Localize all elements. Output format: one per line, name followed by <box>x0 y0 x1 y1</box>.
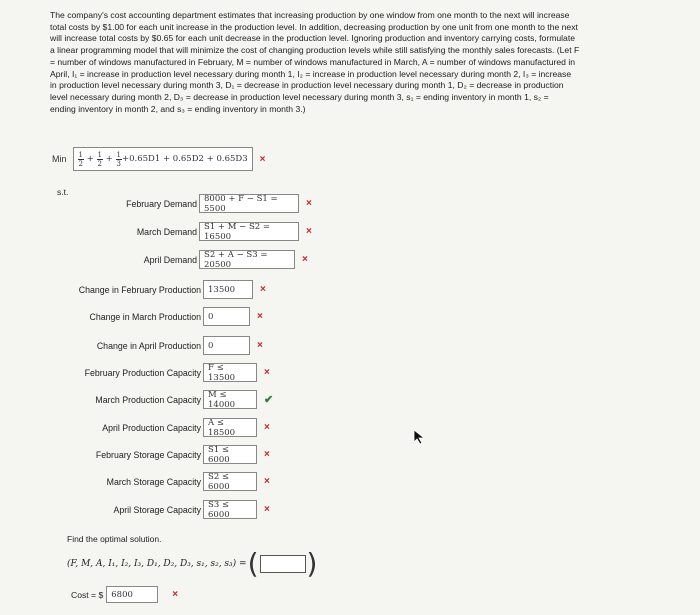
constraint-label: April Production Capacity <box>102 422 201 433</box>
constraint-input[interactable]: 13500 <box>203 280 253 299</box>
constraint-label: Change in April Production <box>96 340 201 351</box>
problem-line: level necessary during month 2, D₃ = decrease in production level necessary during month 3, s₁ = ending inventory in month 1, s₂ = <box>50 91 549 102</box>
constraint-label: March Demand <box>136 226 197 237</box>
constraint-input[interactable]: 0 <box>203 307 250 326</box>
incorrect-icon: × <box>264 449 270 460</box>
solution-input[interactable] <box>260 555 306 573</box>
find-label: Find the optimal solution. <box>67 534 162 544</box>
open-paren: ( <box>247 547 259 580</box>
objective-input[interactable]: $\frac{1}{2}$ + $\frac{1}{2}$ + $\frac{1}{3}$ +0.65D1 + 0.65D2 + 0.65D3 <box>73 147 253 171</box>
constraint-label: Change in March Production <box>89 311 201 322</box>
constraint-row <box>0 445 270 464</box>
constraint-row <box>0 500 270 519</box>
subject-to-label: s.t. <box>57 187 69 197</box>
constraint-input[interactable]: S2 + A − S3 = 20500 <box>199 250 295 269</box>
objective-row <box>52 147 265 171</box>
constraint-row <box>0 250 308 269</box>
solution-row <box>67 547 318 580</box>
constraint-row <box>0 418 270 437</box>
fraction: $\frac{1}{2}$ <box>78 150 83 168</box>
constraint-label: February Production Capacity <box>84 367 201 378</box>
constraint-input[interactable]: S2 ≤ 6000 <box>203 472 257 491</box>
constraint-label: March Production Capacity <box>95 394 201 405</box>
close-paren: ) <box>306 547 318 580</box>
incorrect-icon: × <box>264 422 270 433</box>
constraint-input[interactable]: M ≤ 14000 <box>203 390 257 409</box>
incorrect-icon: × <box>172 589 179 600</box>
constraint-label: March Storage Capacity <box>106 476 201 487</box>
constraint-input[interactable]: A ≤ 18500 <box>203 418 257 437</box>
constraint-row <box>0 390 273 409</box>
constraint-label: April Storage Capacity <box>113 504 201 515</box>
tuple-label: (F, M, A, I₁, I₂, I₃, D₁, D₂, D₃, s₁, s₂, s₃) = <box>67 559 247 569</box>
fraction: $\frac{1}{2}$ <box>97 150 102 168</box>
constraint-row <box>0 472 270 491</box>
problem-text <box>50 10 692 115</box>
incorrect-icon: × <box>259 153 266 165</box>
constraint-label: February Storage Capacity <box>95 449 201 460</box>
min-label: Min <box>52 154 67 164</box>
problem-line: will increase total costs by $0.65 for each unit decrease in the production level. Ignoring production and inventory carrying costs, formulate <box>50 33 575 44</box>
constraint-row <box>0 222 312 241</box>
problem-line: = number of windows manufactured in February, M = number of windows manufactured in March, A = number of windows manufactured in <box>50 56 576 67</box>
constraint-input[interactable]: 8000 + F − S1 = 5500 <box>199 194 299 213</box>
constraint-input[interactable]: S1 + M − S2 = 16500 <box>199 222 299 241</box>
incorrect-icon: × <box>306 198 312 209</box>
constraint-label: April Demand <box>143 254 197 265</box>
constraint-label: Change in February Production <box>78 284 201 295</box>
incorrect-icon: × <box>306 226 312 237</box>
incorrect-icon: × <box>264 476 270 487</box>
incorrect-icon: × <box>260 284 266 295</box>
objective-rest: +0.65D1 + 0.65D2 + 0.65D3 <box>121 154 248 164</box>
problem-line: a linear programming model that will minimize the cost of changing production levels while still satisfying the monthly sales forecasts. (Let F <box>50 45 580 56</box>
problem-line: total costs by $1.00 for each unit increase in the production level. In addition, decreasing production by one unit from one month to the next <box>50 21 578 32</box>
constraint-row <box>0 363 270 382</box>
check-icon: ✔ <box>264 394 274 406</box>
incorrect-icon: × <box>302 254 308 265</box>
constraint-row <box>0 280 266 299</box>
fraction: $\frac{1}{3}$ <box>116 150 121 168</box>
problem-line: April, I₁ = increase in production level necessary during month 1, I₂ = increase in production level necessary during month 2, I₃ = increase <box>50 68 572 79</box>
cost-label: Cost = $ <box>71 589 104 600</box>
problem-line: The company's cost accounting department estimates that increasing production by one window from one month to the next will increase <box>50 10 570 20</box>
incorrect-icon: × <box>264 504 270 515</box>
constraint-row <box>0 307 263 326</box>
incorrect-icon: × <box>257 311 263 322</box>
incorrect-icon: × <box>257 340 263 351</box>
constraint-input[interactable]: S3 ≤ 6000 <box>203 500 257 519</box>
problem-line: ending inventory in month 2, and s₃ = ending inventory in month 3.) <box>50 103 306 114</box>
constraint-input[interactable]: F ≤ 13500 <box>203 363 257 382</box>
constraint-label: February Demand <box>126 198 197 209</box>
incorrect-icon: × <box>264 367 270 378</box>
cost-row <box>71 586 178 603</box>
constraint-row <box>0 194 312 213</box>
problem-line: in production level necessary during month 3, D₁ = decrease in production level necessary during month 1, D₂ = decrease in production <box>50 80 564 91</box>
constraint-input[interactable]: 0 <box>203 336 250 355</box>
constraint-row <box>0 336 263 355</box>
cost-input[interactable]: 6800 <box>106 586 158 603</box>
mouse-cursor-icon <box>413 429 427 445</box>
constraint-input[interactable]: S1 ≤ 6000 <box>203 445 257 464</box>
